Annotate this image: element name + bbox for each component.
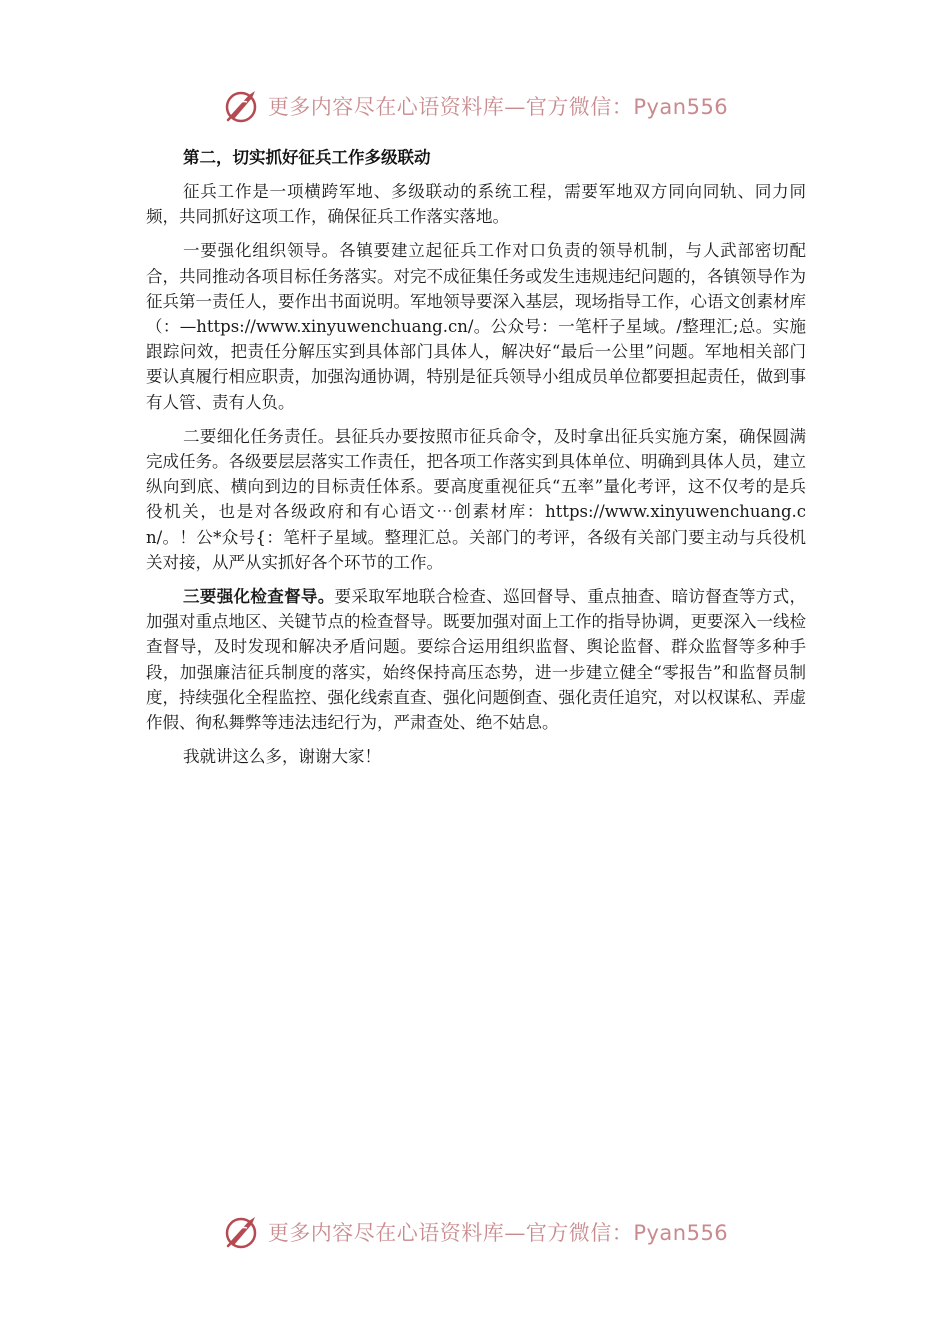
- banner-text: [268, 1217, 728, 1247]
- paragraph-text: 我就讲这么多，谢谢大家！: [183, 747, 381, 767]
- banner-main-text: 更多内容尽在心语资料库: [267, 95, 505, 119]
- banner-dash: —: [504, 1221, 526, 1245]
- header-banner: [0, 84, 950, 128]
- banner-official-label: 官方微信：: [525, 95, 634, 119]
- paragraph-lead: 三要强化检查督导。: [183, 587, 335, 607]
- footer-banner: [0, 1210, 950, 1254]
- paragraph-task-responsibility: [146, 424, 806, 575]
- document-body: [146, 145, 806, 778]
- banner-dash: —: [504, 95, 526, 119]
- pen-nib-circle-icon: [222, 1212, 262, 1252]
- banner-wechat-id: Pyan556: [633, 1221, 729, 1245]
- paragraph-text: 要采取军地联合检查、巡回督导、重点抽查、暗访督查等方式，加强对重点地区、关键节点的检查督导。既要加强对面上工作的指导协调，更要深入一线检查督导，及时发现和解决矛盾问题。要综合运用组织监督、舆论监督、群众监督等多种手段，加强廉洁征兵制度的落实，始终保持高压态势，进一步建立健全“零报告”和监督员制度，持续强化全程监控、强化线索直查、强化问题倒查、强化责任追究，对以权谋私、弄虚作假、徇私舞弊等违法违纪行为，严肃查处、绝不姑息。: [146, 587, 807, 733]
- paragraph-text: 一要强化组织领导。各镇要建立起征兵工作对口负责的领导机制，与人武部密切配合，共同推动各项目标任务落实。对完不成征集任务或发生违规违纪问题的，各镇领导作为征兵第一责任人，要作出书面说明。军地领导要深入基层，现场指导工作，心语文创素材库（：—https://www.xinyuwenchuang.cn/。公众号：一笔杆子星域。/整理汇;总。实施跟踪问效，把责任分解压实到具体部门具体人，解决好“最后一公里”问题。军地相关部门要认真履行相应职责，加强沟通协调，特别是征兵领导小组成员单位都要担起责任，做到事有人管、责有人负。: [146, 241, 806, 412]
- section-heading: 第二，切实抓好征兵工作多级联动: [183, 148, 431, 167]
- paragraph-inspection-supervision: [146, 584, 806, 735]
- paragraph-text: 二要细化任务责任。县征兵办要按照市征兵命令，及时拿出征兵实施方案，确保圆满完成任务。各级要层层落实工作责任，把各项工作落实到具体单位、明确到具体人员，建立纵向到底、横向到边的目标责任体系。要高度重视征兵“五率”量化考评，这不仅考的是兵役机关，也是对各级政府和有心语文⋯创素材库：https://www.xinyuwenchuang.cn/。！公*众号{：笔杆子星域。整理汇总。关部门的考评，各级有关部门要主动与兵役机关对接，从严从实抓好各个环节的工作。: [146, 426, 806, 572]
- paragraph-closing: [146, 744, 806, 769]
- banner-official-label: 官方微信：: [525, 1221, 634, 1245]
- banner-wechat-id: Pyan556: [633, 95, 729, 119]
- paragraph-text: 征兵工作是一项横跨军地、多级联动的系统工程，需要军地双方同向同轨、同力同频，共同抓好这项工作，确保征兵工作落实落地。: [146, 182, 806, 227]
- banner-main-text: 更多内容尽在心语资料库: [267, 1221, 505, 1245]
- paragraph-organization-leadership: [146, 238, 806, 414]
- banner-text: [268, 91, 728, 121]
- pen-nib-circle-icon: [222, 86, 262, 126]
- paragraph-intro: [146, 179, 806, 229]
